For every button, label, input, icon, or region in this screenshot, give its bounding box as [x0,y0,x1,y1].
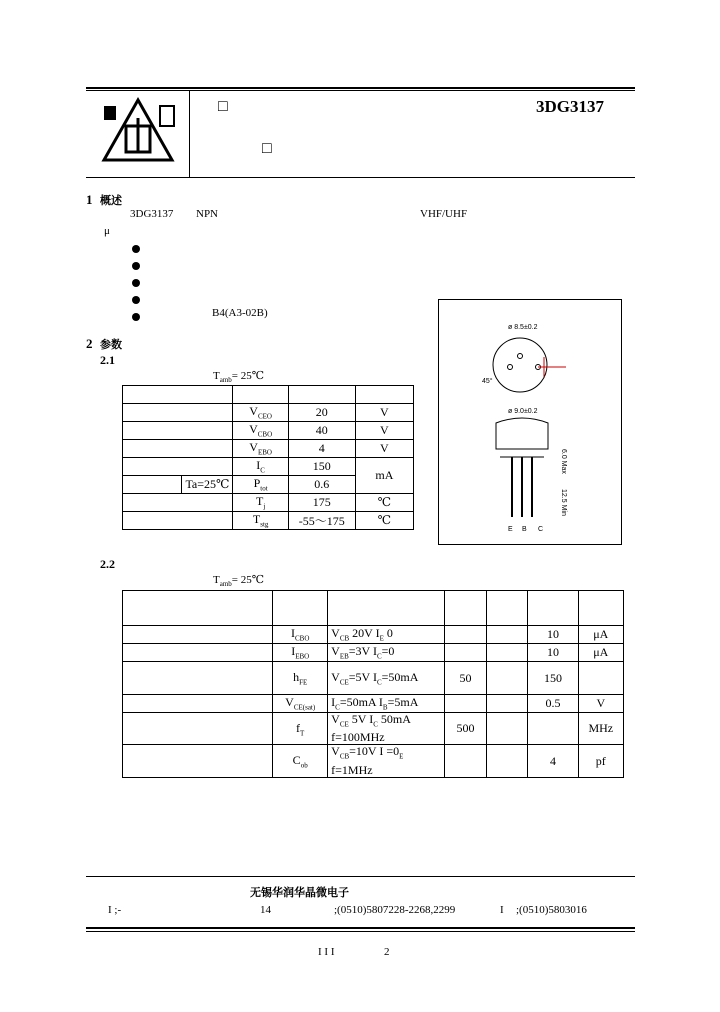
footer-bottom-rule [86,927,635,929]
page-number: 2 [384,946,390,958]
table-row: $T_j$ 175 ℃ [123,494,414,512]
feature-item [132,293,146,310]
sub2-number: 2.2 [100,557,115,571]
feature-item [132,310,146,327]
package-code: B4(A3-02B) [212,307,268,319]
header-subtitle-glyph: □ [262,140,272,157]
pin-label-e: E [508,526,513,533]
table-row: Ta=25℃ $P_{tot}$ 0.6 [123,476,414,494]
header-bottom-rule [86,177,635,178]
section1-part: 3DG3137 [130,208,174,220]
section2-number: 2 [86,336,93,351]
part-number: 3DG3137 [536,97,604,116]
table-row: $f_T$ $V_{CE}$ 5V $I_C$ 50mA f=100MHz 500 MHz [123,713,624,745]
section1-heading: 概述 [100,195,122,207]
footer-left-text: I ;- [108,904,122,916]
pin-label-b: B [522,526,527,533]
svg-text:6.0 Max: 6.0 Max [560,449,567,474]
sub2-condition: $T_{amb}=$ 25℃ [213,574,265,589]
table-row: $V_{CBO}$ 40 V [123,422,414,440]
footer-fax-label: I [500,904,504,916]
svg-text:45°: 45° [482,378,493,385]
package-outline-diagram [438,299,622,545]
section2-heading: 参数 [100,339,122,351]
footer-address-number: 14 [260,904,271,916]
footer-phone: ;(0510)5807228-2268,2299 [334,904,456,916]
feature-item [132,242,146,259]
page-prefix: I I I [318,946,335,958]
abs-max-table [122,385,414,530]
table-row: $C_{ob}$ $V_{CB}=10V$ $I =0_E$ f=1MHz 4 pf [123,745,624,777]
table-row: $I_{EBO}$ $V_{EB}=3V$ $I_C=0$ 10 μA [123,644,624,662]
feature-list [132,242,146,327]
table-row: $I_C$ 150 mA [123,458,414,476]
section1-band: VHF/UHF [420,208,468,220]
footer-company: 无锡华润华晶微电子 [250,887,349,899]
feature-item [132,259,146,276]
table-row: $V_{CE(sat)}$ $I_C=50mA$ $I_B=5mA$ 0.5 V [123,695,624,713]
sub1-condition: $T_{amb}=$ 25℃ [213,370,265,385]
table-row: $T_{stg}$ -55～175 ℃ [123,512,414,530]
sub1-number: 2.1 [100,353,115,367]
section1-mu: μ [104,225,110,237]
header-divider [189,90,190,178]
section1-number: 1 [86,192,93,207]
footer-fax: ;(0510)5803016 [516,904,587,916]
header-top-rule-thin [86,90,635,91]
footer-top-rule [86,876,635,877]
svg-text:12.5 Min: 12.5 Min [560,489,567,516]
table-row: $h_{FE}$ $V_{CE}=5V$ $I_C=50mA$ 50 150 [123,662,624,695]
table-row: $I_{CBO}$ $V_{CB}$ 20V $I_E$ 0 10 μA [123,626,624,644]
footer-bottom-rule-thin [86,931,635,932]
table-header-row [123,591,624,626]
table-row: $V_{EBO}$ 4 V [123,440,414,458]
company-logo [100,96,180,162]
svg-text:ø 8.5±0.2: ø 8.5±0.2 [508,324,538,331]
section1-type: NPN [196,208,219,220]
svg-text:ø 9.0±0.2: ø 9.0±0.2 [508,408,538,415]
table-header-row [123,386,414,404]
header-top-rule [86,87,635,89]
table-row: $V_{CEO}$ 20 V [123,404,414,422]
feature-item [132,276,146,293]
elec-char-table [122,590,624,778]
pin-label-c: C [538,526,544,533]
header-title-glyph: □ [218,98,228,115]
